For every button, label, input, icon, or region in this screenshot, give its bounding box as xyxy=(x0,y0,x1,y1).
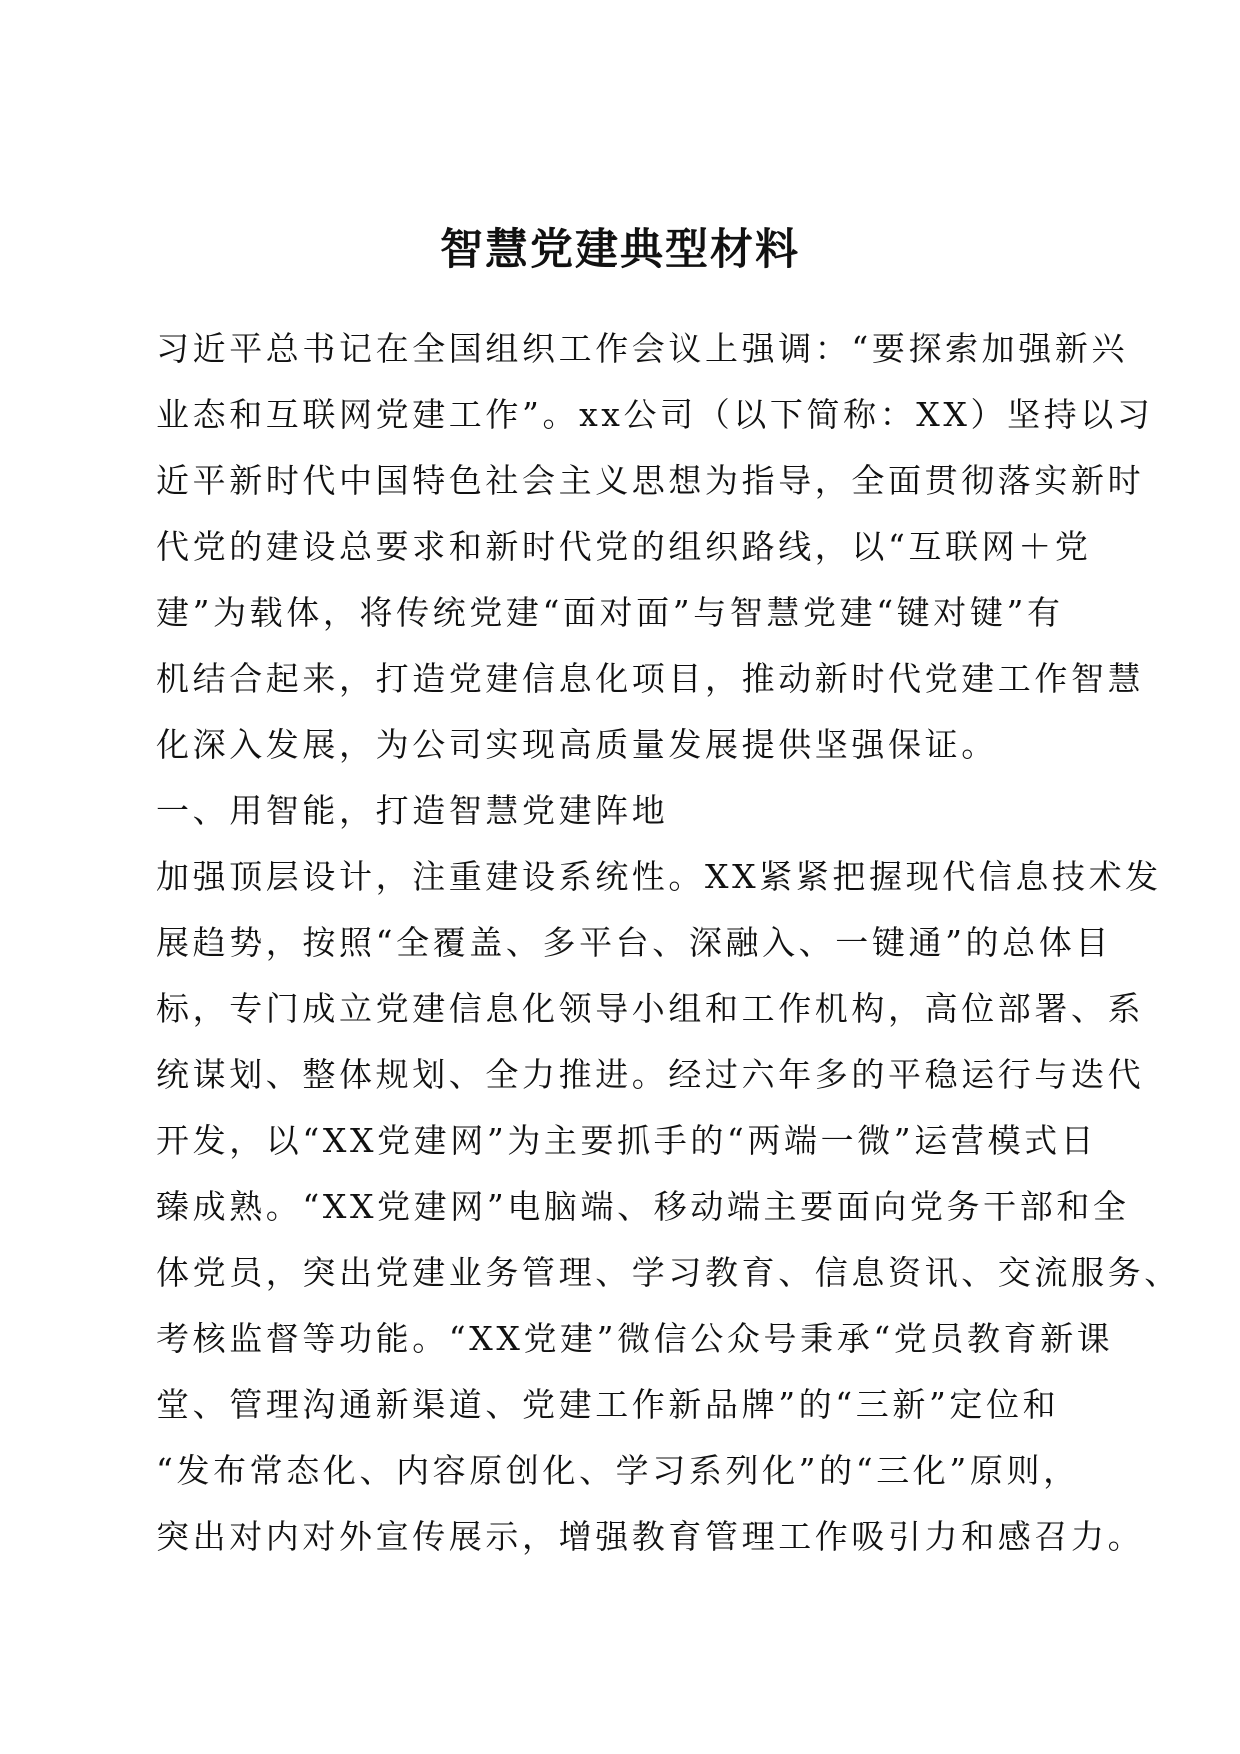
body-line: 近平新时代中国特色社会主义思想为指导，全面贯彻落实新时 xyxy=(156,461,1145,500)
document-title: 智慧党建典型材料 xyxy=(440,225,800,275)
body-line: 考核监督等功能。“XX党建”微信公众号秉承“党员教育新课 xyxy=(156,1319,1114,1358)
body-line: 开发，以“XX党建网”为主要抓手的“两端一微”运营模式日 xyxy=(156,1121,1098,1160)
section-heading: 一、用智能，打造智慧党建阵地 xyxy=(156,791,669,830)
body-line: 突出对内对外宣传展示，增强教育管理工作吸引力和感召力。 xyxy=(156,1517,1145,1556)
body-line: 业态和互联网党建工作”。xx公司（以下简称：XX）坚持以习 xyxy=(156,395,1154,434)
body-line: 统谋划、整体规划、全力推进。经过六年多的平稳运行与迭代 xyxy=(156,1055,1145,1094)
body-line: 习近平总书记在全国组织工作会议上强调：“要探索加强新兴 xyxy=(156,329,1129,368)
body-line: 加强顶层设计，注重建设系统性。XX紧紧把握现代信息技术发 xyxy=(156,857,1162,896)
body-line: 标，专门成立党建信息化领导小组和工作机构，高位部署、系 xyxy=(156,989,1145,1028)
body-line: 体党员，突出党建业务管理、学习教育、信息资讯、交流服务、 xyxy=(156,1253,1181,1292)
body-line: 机结合起来，打造党建信息化项目，推动新时代党建工作智慧 xyxy=(156,659,1145,698)
body-line: 建”为载体，将传统党建“面对面”与智慧党建“键对键”有 xyxy=(156,593,1064,632)
body-line: 臻成熟。“XX党建网”电脑端、移动端主要面向党务干部和全 xyxy=(156,1187,1130,1226)
body-line: 展趋势，按照“全覆盖、多平台、深融入、一键通”的总体目 xyxy=(156,923,1112,962)
body-line: 化深入发展，为公司实现高质量发展提供坚强保证。 xyxy=(156,725,998,764)
body-line: “发布常态化、内容原创化、学习系列化”的“三化”原则， xyxy=(156,1451,1080,1490)
body-line: 堂、管理沟通新渠道、党建工作新品牌”的“三新”定位和 xyxy=(156,1385,1060,1424)
body-line: 代党的建设总要求和新时代党的组织路线，以“互联网＋党 xyxy=(156,527,1092,566)
document-body xyxy=(156,316,1181,1570)
